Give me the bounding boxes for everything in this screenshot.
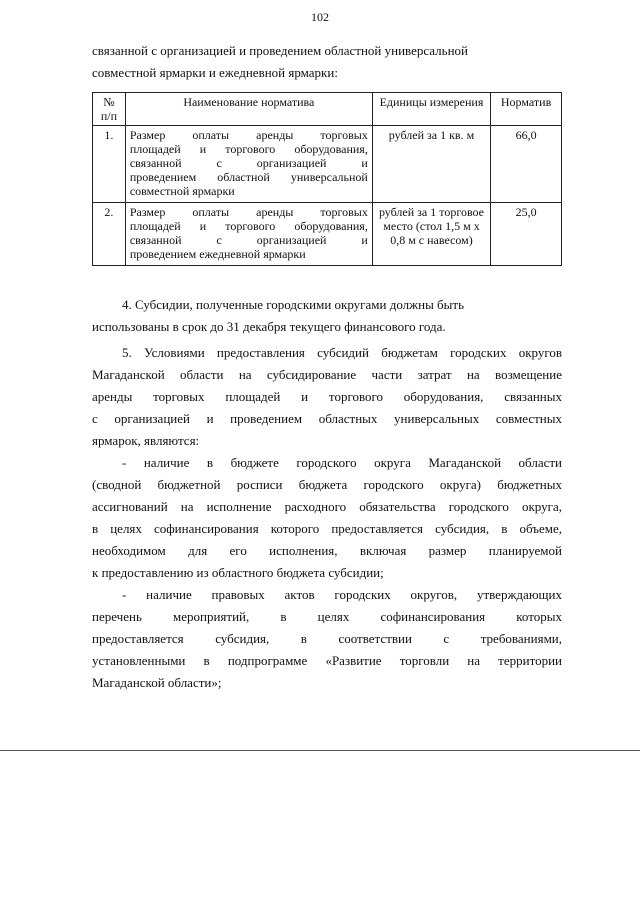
intro-line: совместной ярмарки и ежедневной ярмарки:	[92, 65, 338, 80]
paragraph-line: использованы в срок до 31 декабря текущего финансового года.	[92, 319, 446, 334]
table-row	[93, 203, 562, 266]
paragraph-line: к предоставлению из областного бюджета субсидии;	[92, 565, 384, 580]
intro-line: связанной с организацией и проведением областной универсальной	[92, 43, 468, 58]
row-name-line: Размер оплаты аренды торговых	[129, 128, 368, 142]
page-number: 102	[311, 10, 329, 24]
page-bottom-rule	[0, 750, 640, 751]
paragraph-line: 5. Условиями предоставления субсидий бюджетам городских округов	[122, 345, 562, 360]
paragraph-line: необходимом для его исполнения, включая размер планируемой	[92, 543, 562, 558]
paragraph-line: аренды торговых площадей и торгового оборудования, связанных	[92, 389, 562, 404]
row-number: 2.	[93, 203, 126, 266]
bullet-2	[92, 584, 562, 694]
paragraph-5	[92, 342, 562, 452]
paragraph-line: ярмарок, являются:	[92, 433, 200, 448]
row-name-line: связанной с организацией и	[129, 156, 368, 170]
header-norm: Норматив	[491, 93, 562, 126]
row-value: 66,0	[491, 126, 562, 203]
row-name-line: Размер оплаты аренды торговых	[129, 205, 368, 219]
paragraph-line: установленными в подпрограмме «Развитие торговли на территории	[92, 653, 562, 668]
row-name	[125, 126, 372, 203]
row-name-line: площадей и торгового оборудования,	[129, 142, 368, 156]
header-unit: Единицы измерения	[372, 93, 490, 126]
header-name: Наименование норматива	[125, 93, 372, 126]
row-number: 1.	[93, 126, 126, 203]
row-unit: рублей за 1 кв. м	[372, 126, 490, 203]
paragraph-line: Магаданской области на субсидирование части затрат на возмещение	[92, 367, 562, 382]
row-name-line: проведением ежедневной ярмарки	[129, 247, 306, 261]
paragraph-line: предоставляется субсидия, в соответствии с требованиями,	[92, 631, 562, 646]
header-number: № п/п	[93, 93, 126, 126]
paragraph-line: - наличие в бюджете городского округа Магаданской области	[122, 455, 562, 470]
paragraph-line: Магаданской области»;	[92, 675, 222, 690]
paragraph-line: в целях софинансирования которого предоставляется субсидия, в объеме,	[92, 521, 562, 536]
paragraph-4	[92, 294, 562, 338]
paragraph-line: - наличие правовых актов городских округов, утверждающих	[122, 587, 562, 602]
intro-paragraph	[92, 40, 562, 84]
paragraph-line: ассигнований на исполнение расходного обязательства городского округа,	[92, 499, 562, 514]
row-value: 25,0	[491, 203, 562, 266]
row-unit: рублей за 1 торговое место (стол 1,5 м х 0,8 м с навесом)	[372, 203, 490, 266]
row-name-line: совместной ярмарки	[129, 184, 235, 198]
row-name-line: связанной с организацией и	[129, 233, 368, 247]
paragraph-line: 4. Субсидии, полученные городскими округами должны быть	[122, 297, 465, 312]
paragraph-line: (сводной бюджетной росписи бюджета городского округа) бюджетных	[92, 477, 562, 492]
bullet-1	[92, 452, 562, 584]
norms-table	[92, 92, 562, 266]
row-name	[125, 203, 372, 266]
table-header-row	[93, 93, 562, 126]
table-row	[93, 126, 562, 203]
row-name-line: проведением областной универсальной	[129, 170, 368, 184]
row-name-line: площадей и торгового оборудования,	[129, 219, 368, 233]
paragraph-line: с организацией и проведением областных универсальных совместных	[92, 411, 562, 426]
paragraph-line: перечень мероприятий, в целях софинансирования которых	[92, 609, 562, 624]
